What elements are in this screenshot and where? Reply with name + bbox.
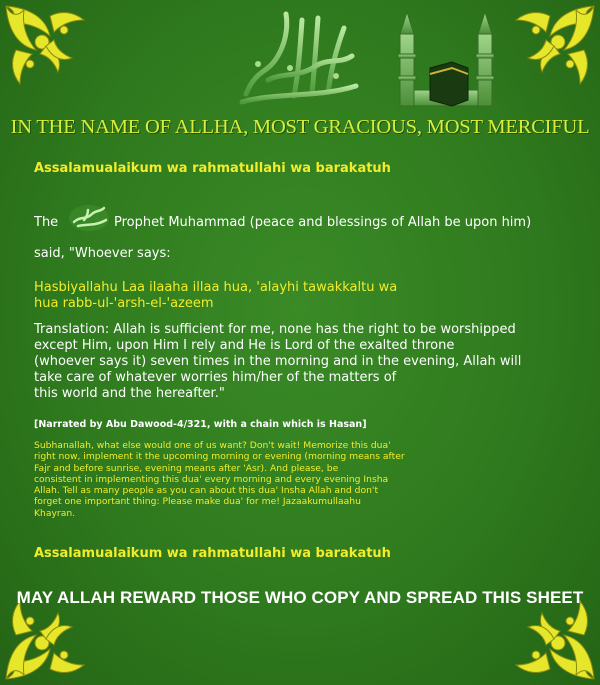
intro-the: The	[34, 215, 59, 230]
dua-line: hua rabb-ul-'arsh-el-'azeem	[34, 296, 214, 311]
advice-line: Khayran.	[34, 507, 76, 519]
corner-ornament-icon	[0, 0, 92, 92]
translation-line: except Him, upon Him I rely and He is Lord of the exalted throne	[34, 338, 455, 353]
intro-line	[34, 198, 594, 238]
advice-line: Subhanallah, what else would one of us want? Don't wait! Memorize this dua'	[34, 440, 391, 451]
intro-said: said, "Whoever says:	[34, 246, 171, 261]
footer-banner: MAY ALLAH REWARD THOSE WHO COPY AND SPREAD THIS SHEET	[16, 588, 584, 607]
translation-text	[34, 322, 589, 402]
translation-line: this world and the hereafter."	[34, 386, 225, 401]
dua-text	[34, 280, 474, 312]
bismillah-calligraphy-icon	[228, 6, 368, 110]
page-title: IN THE NAME OF ALLHA, MOST GRACIOUS, MOST MERCIFUL	[10, 116, 590, 138]
advice-line: Allah. Tell as many people as you can about this dua' Insha Allah and don't	[34, 485, 379, 497]
translation-line: take care of whatever worries him/her of the matters of	[34, 370, 397, 385]
advice-line: Fajr and before sunrise, evening means after 'Asr). And please, be	[34, 462, 339, 474]
intro-rest: Prophet Muhammad (peace and blessings of Allah be upon him)	[114, 215, 532, 230]
translation-line: Translation: Allah is sufficient for me, none has the right to be worshipped	[34, 322, 516, 337]
advice-line: right now, implement it the upcoming morning or evening (morning means after	[34, 451, 405, 463]
corner-ornament-icon	[508, 0, 600, 92]
mosque-kaaba-icon	[386, 4, 506, 112]
greeting-bottom: Assalamualaikum wa rahmatullahi wa barakatuh	[34, 546, 391, 561]
advice-line: consistent in implementing this dua' every morning and every evening Insha	[34, 473, 389, 485]
narration-reference: [Narrated by Abu Dawood-4/321, with a chain which is Hasan]	[34, 419, 367, 430]
greeting-top: Assalamualaikum wa rahmatullahi wa barakatuh	[34, 161, 391, 176]
advice-line: forget one important thing: Please make dua' for me! Jazaakumullaahu	[34, 496, 361, 508]
muhammad-calligraphy-icon	[66, 198, 112, 234]
advice-text	[34, 440, 534, 519]
dua-line: Hasbiyallahu Laa ilaaha illaa hua, 'alayhi tawakkaltu wa	[34, 280, 398, 295]
translation-line: (whoever says it) seven times in the morning and in the evening, Allah will	[34, 354, 522, 369]
